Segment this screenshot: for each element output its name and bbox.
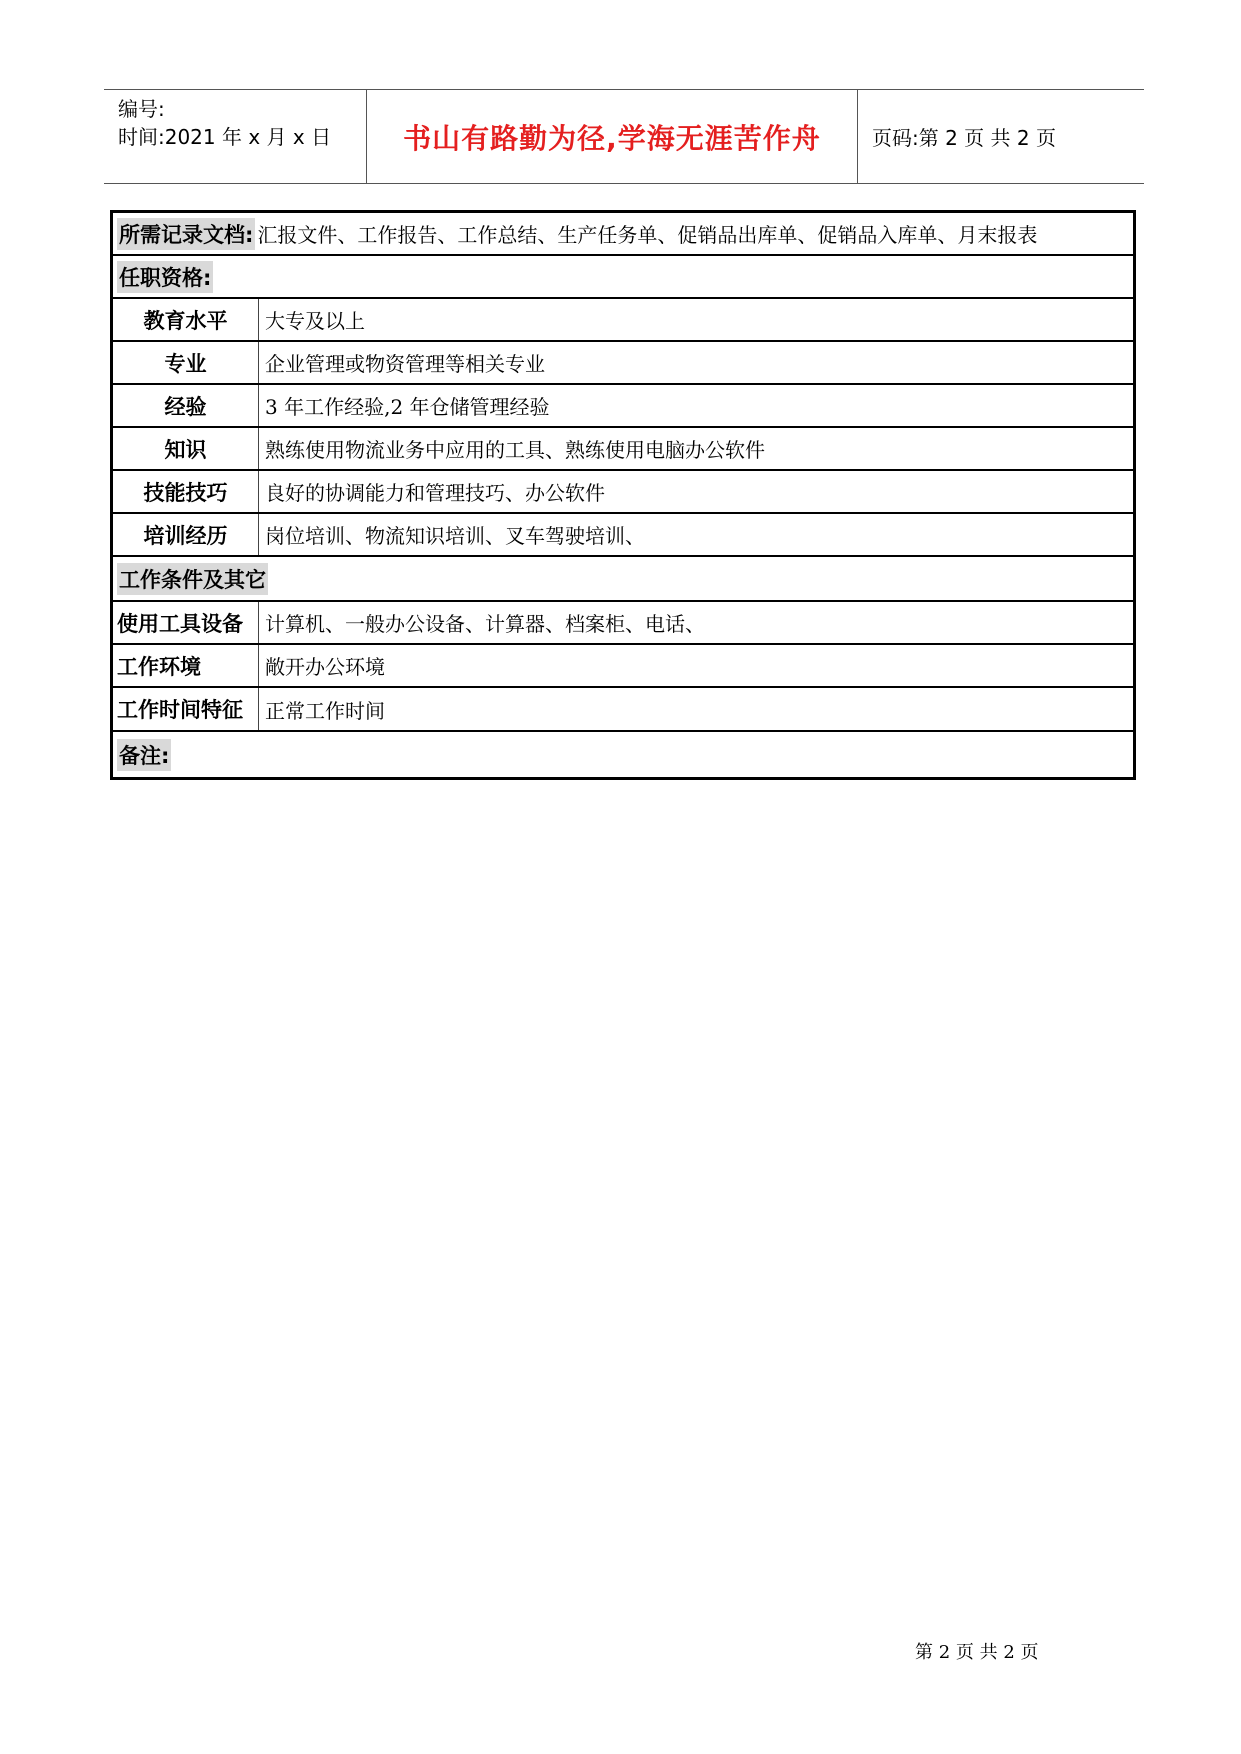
table-row bbox=[113, 299, 1133, 342]
documents-cell bbox=[113, 213, 1133, 254]
table-row bbox=[113, 428, 1133, 471]
table-row bbox=[113, 688, 1133, 732]
row-value: 良好的协调能力和管理技巧、办公软件 bbox=[265, 481, 605, 505]
page-footer: 第 2 页 共 2 页 bbox=[915, 1642, 1039, 1663]
row-value: 大专及以上 bbox=[265, 309, 365, 333]
row-value: 熟练使用物流业务中应用的工具、熟练使用电脑办公软件 bbox=[265, 438, 765, 462]
page-header bbox=[104, 89, 1144, 184]
document-number-label: 编号: bbox=[118, 97, 165, 121]
row-label: 教育水平 bbox=[113, 299, 259, 340]
row-value: 3 年工作经验,2 年仓储管理经验 bbox=[265, 395, 550, 419]
conditions-heading-cell bbox=[113, 557, 1133, 600]
remarks-cell bbox=[113, 732, 1133, 777]
row-label: 使用工具设备 bbox=[113, 602, 259, 643]
motto-text: 书山有路勤为径,学海无涯苦作舟 bbox=[403, 121, 821, 155]
header-left-cell bbox=[104, 90, 367, 183]
row-label: 技能技巧 bbox=[113, 471, 259, 512]
table-row bbox=[113, 602, 1133, 645]
header-motto-cell bbox=[367, 90, 858, 183]
row-label: 经验 bbox=[113, 385, 259, 426]
documents-row bbox=[113, 213, 1133, 256]
remarks-row bbox=[113, 732, 1133, 777]
row-label: 培训经历 bbox=[113, 514, 259, 555]
row-label: 知识 bbox=[113, 428, 259, 469]
qualification-heading: 任职资格: bbox=[117, 261, 213, 293]
remarks-label: 备注: bbox=[117, 739, 171, 771]
table-row bbox=[113, 514, 1133, 557]
page-number-info: 页码:第 2 页 共 2 页 bbox=[872, 126, 1056, 150]
qualification-heading-row bbox=[113, 256, 1133, 299]
row-value: 岗位培训、物流知识培训、叉车驾驶培训、 bbox=[265, 524, 645, 548]
conditions-heading: 工作条件及其它 bbox=[117, 563, 268, 595]
table-row bbox=[113, 385, 1133, 428]
row-value: 计算机、一般办公设备、计算器、档案柜、电话、 bbox=[265, 612, 705, 636]
qualification-heading-cell bbox=[113, 256, 1133, 297]
conditions-heading-row bbox=[113, 557, 1133, 602]
row-value: 企业管理或物资管理等相关专业 bbox=[265, 352, 545, 376]
table-row bbox=[113, 645, 1133, 688]
document-date: 时间:2021 年 x 月 x 日 bbox=[118, 125, 332, 149]
row-label: 专业 bbox=[113, 342, 259, 383]
table-row bbox=[113, 471, 1133, 514]
table-row bbox=[113, 342, 1133, 385]
row-value: 正常工作时间 bbox=[265, 698, 385, 723]
documents-label: 所需记录文档: bbox=[117, 218, 255, 250]
row-label: 工作环境 bbox=[113, 645, 259, 686]
row-label: 工作时间特征 bbox=[113, 688, 259, 730]
job-description-table bbox=[110, 210, 1136, 780]
documents-value: 汇报文件、工作报告、工作总结、生产任务单、促销品出库单、促销品入库单、月末报表 bbox=[257, 223, 1038, 247]
row-value: 敞开办公环境 bbox=[265, 655, 385, 679]
header-page-cell bbox=[858, 90, 1144, 183]
